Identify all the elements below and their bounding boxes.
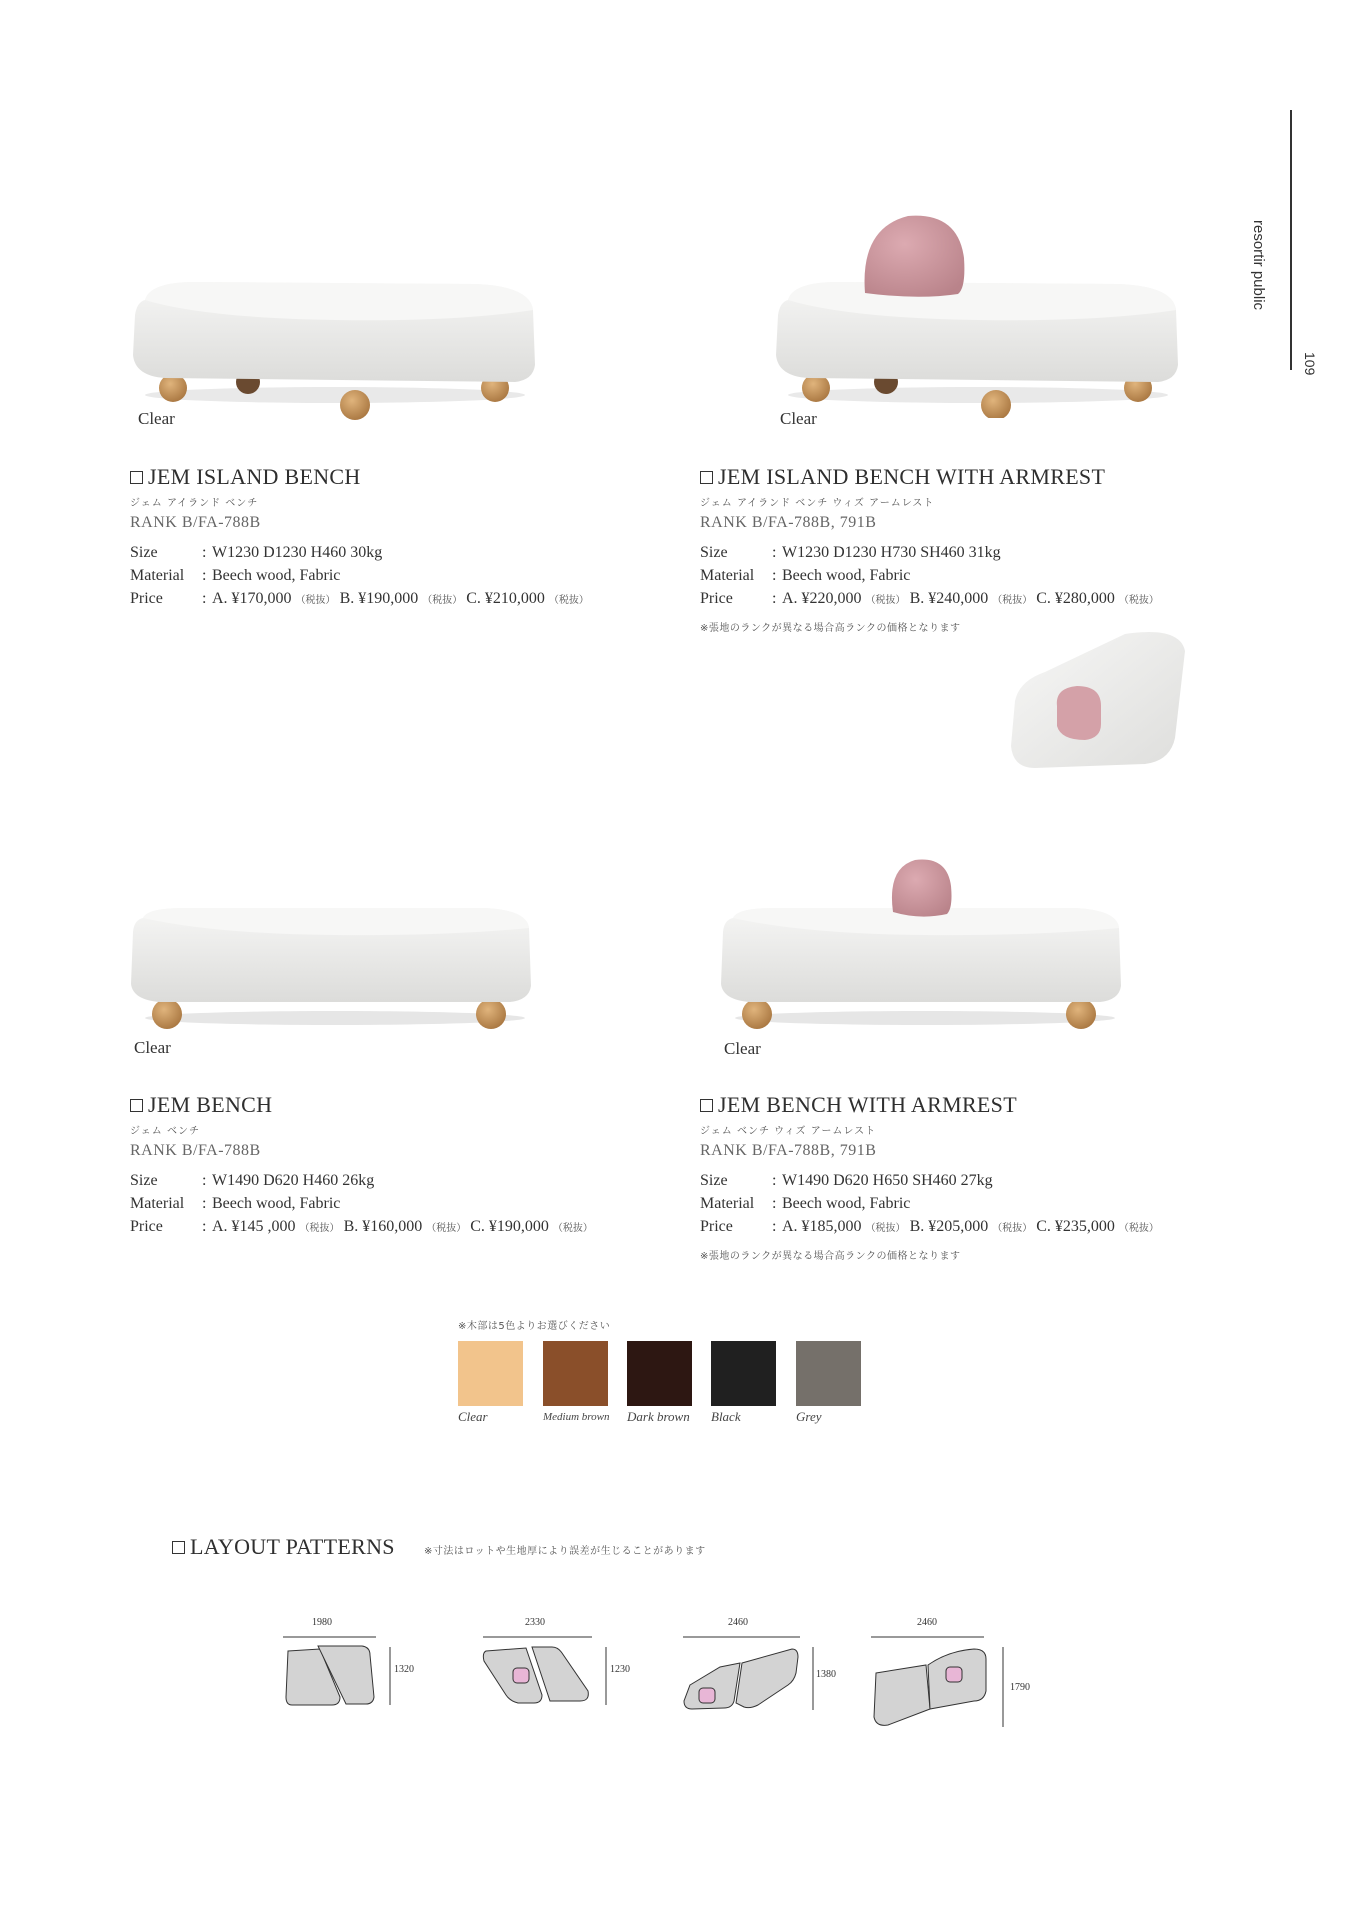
swatch-label: Grey	[796, 1409, 822, 1424]
swatch-dark-brown	[627, 1341, 692, 1406]
product-specs: Size : W1490 D620 H650 SH460 27kg Material : Beech wood, Fabric Price : A. ¥185,000 （税抜） B. ¥205,000 （税抜） C. ¥235,000 （税抜）	[700, 1172, 1159, 1235]
swatch-clear	[458, 1341, 523, 1406]
product-island-bench	[130, 464, 650, 613]
side-rule	[1290, 110, 1292, 370]
checkbox-icon	[172, 1541, 185, 1554]
product-rank: RANK B/FA-788B	[130, 514, 261, 531]
side-brand: resortir public	[1250, 220, 1267, 311]
product-kana: ジェム ベンチ	[130, 1126, 200, 1137]
swatch-medium-brown	[543, 1341, 608, 1406]
product-rank: RANK B/FA-788B	[130, 1142, 261, 1159]
swatch-grey	[796, 1341, 861, 1406]
island-bench-image	[125, 270, 545, 420]
product-title: JEM ISLAND BENCH WITH ARMREST	[700, 464, 1260, 490]
checkbox-icon	[130, 471, 143, 484]
layout-pattern-3	[680, 1625, 825, 1720]
layout-patterns-note: ※寸法はロットや生地厚により誤差が生じることがあります	[424, 1546, 706, 1557]
island-bench-topview-image	[1005, 626, 1195, 776]
product-specs: Size : W1230 D1230 H460 30kg Material : Beech wood, Fabric Price : A. ¥170,000 （税抜） B. ¥190,000 （税抜） C. ¥210,000 （税抜）	[130, 544, 589, 607]
page-number: 109	[1302, 352, 1318, 376]
bench-armrest-image	[715, 850, 1135, 1040]
layout-pattern-1	[280, 1625, 410, 1710]
checkbox-icon	[130, 1099, 143, 1112]
product-note: ※張地のランクが異なる場合高ランクの価格となります	[700, 1251, 961, 1262]
bench-image	[125, 900, 545, 1040]
variant-label: Clear	[134, 1038, 171, 1057]
layout-pattern-2	[480, 1625, 610, 1710]
variant-label: Clear	[780, 409, 817, 428]
layout-width-1: 1980	[312, 1617, 332, 1628]
product-island-bench-armrest	[700, 464, 1260, 634]
product-bench-armrest	[700, 1092, 1260, 1262]
layout-pattern-4	[868, 1625, 1018, 1735]
product-rank: RANK B/FA-788B, 791B	[700, 514, 877, 531]
swatch-black	[711, 1341, 776, 1406]
product-specs: Size : W1230 D1230 H730 SH460 31kg Material : Beech wood, Fabric Price : A. ¥220,000 （税抜） B. ¥240,000 （税抜） C. ¥280,000 （税抜）	[700, 544, 1159, 607]
layout-width-2: 2330	[525, 1617, 545, 1628]
swatch-label: Medium brown	[543, 1411, 610, 1423]
swatch-label: Dark brown	[627, 1409, 690, 1424]
product-specs: Size : W1490 D620 H460 26kg Material : Beech wood, Fabric Price : A. ¥145 ,000 （税抜） B. ¥160,000 （税抜） C. ¥190,000 （税抜）	[130, 1172, 593, 1235]
product-kana: ジェム ベンチ ウィズ アームレスト	[700, 1126, 877, 1137]
layout-width-3: 2460	[728, 1617, 748, 1628]
checkbox-icon	[700, 471, 713, 484]
layout-depth-4: 1790	[1010, 1682, 1030, 1693]
layout-depth-2: 1230	[610, 1664, 630, 1675]
island-bench-armrest-image	[768, 208, 1188, 418]
layout-width-4: 2460	[917, 1617, 937, 1628]
product-kana: ジェム アイランド ベンチ	[130, 498, 259, 509]
product-title: JEM ISLAND BENCH	[130, 464, 650, 490]
product-note: ※張地のランクが異なる場合高ランクの価格となります	[700, 623, 961, 634]
variant-label: Clear	[138, 409, 175, 428]
product-title: JEM BENCH WITH ARMREST	[700, 1092, 1260, 1118]
checkbox-icon	[700, 1099, 713, 1112]
product-kana: ジェム アイランド ベンチ ウィズ アームレスト	[700, 498, 935, 509]
swatch-label: Clear	[458, 1409, 488, 1424]
layout-depth-3: 1380	[816, 1669, 836, 1680]
wood-color-note: ※木部は5色よりお選びください	[458, 1321, 611, 1332]
product-rank: RANK B/FA-788B, 791B	[700, 1142, 877, 1159]
variant-label: Clear	[724, 1039, 761, 1058]
product-title: JEM BENCH	[130, 1092, 650, 1118]
product-bench	[130, 1092, 650, 1241]
swatch-label: Black	[711, 1409, 741, 1424]
layout-patterns-title: LAYOUT PATTERNS	[172, 1534, 395, 1560]
layout-depth-1: 1320	[394, 1664, 414, 1675]
